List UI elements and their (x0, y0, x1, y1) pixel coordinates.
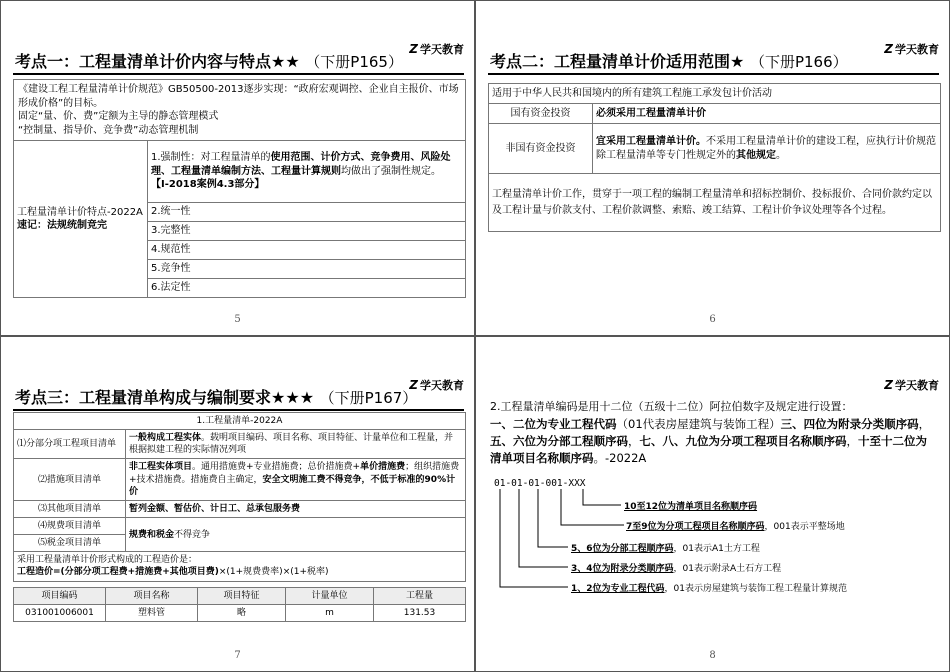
page-number: 8 (709, 650, 716, 661)
slide-title (490, 49, 848, 72)
row-label: ⑴分部分项工程项目清单 (14, 430, 126, 459)
logo-text: 学天教育 (895, 43, 939, 56)
title-ref: （下册P166） (749, 53, 848, 71)
feature-1: 1.强制性：对工程量清单的使用范围、计价方式、竞争费用、风险处理、工程量清单编制方法、工程量计算规则均做出了强制性规定。【Ⅰ-2018案例4.3部分】 (148, 141, 466, 203)
scope-table (488, 83, 941, 232)
col-header: 计量单位 (286, 588, 374, 605)
feature-2: 2.统一性 (148, 203, 466, 222)
slide-title (15, 49, 403, 72)
logo-text: 学天教育 (420, 379, 464, 392)
page-number: 5 (234, 314, 241, 325)
non-state-fund-value: 宜采用工程量清单计价。不采用工程量清单计价的建设工程，应执行计价规范除工程量清单等专门性规定外的其他规定。 (593, 124, 941, 174)
slide-5 (0, 0, 475, 336)
row-label: ⑶其他项目清单 (14, 500, 126, 517)
table-header: 1.工程量清单-2022A (14, 413, 466, 430)
brand-logo (409, 377, 464, 393)
title-rule (13, 409, 464, 411)
connector-line (500, 489, 568, 587)
logo-mark-icon: Z (884, 42, 893, 56)
table-cell: 塑料管 (106, 605, 198, 622)
content-table (13, 79, 466, 298)
logo-text: 学天教育 (895, 379, 939, 392)
page-number: 6 (709, 314, 716, 325)
logo-text: 学天教育 (420, 43, 464, 56)
connector-line (583, 489, 621, 505)
title-ref: （下册P167） (319, 389, 418, 407)
title-rule (488, 73, 939, 75)
page-number: 7 (234, 650, 241, 661)
row-value: 规费和税金不得竞争 (126, 517, 466, 551)
coding-rules: 一、二位为专业工程代码（01代表房屋建筑与装饰工程）三、四位为附录分类顺序码，五、六位为分部工程顺序码，七、八、九位为分项工程项目名称顺序码，十至十二位为清单项目名称顺序码。-2022A (490, 416, 931, 465)
code-example: 01-01-01-001-XXX (494, 478, 586, 489)
title-text: 考点二：工程量清单计价适用范围★ (490, 52, 745, 71)
logo-mark-icon: Z (884, 378, 893, 392)
features-tip: 速记：法规统制竞完 (17, 220, 107, 231)
brand-logo (884, 41, 939, 57)
title-ref: （下册P165） (305, 53, 403, 71)
brand-logo (409, 41, 464, 57)
feature-5: 5.竞争性 (148, 260, 466, 279)
connector-line (561, 489, 624, 525)
state-fund-value: 必须采用工程量清单计价 (593, 104, 941, 124)
scope-row: 适用于中华人民共和国境内的所有建筑工程施工承发包计价活动 (489, 84, 941, 104)
row-label: ⑸税金项目清单 (14, 535, 126, 552)
table-cell: m (286, 605, 374, 622)
example-table (13, 587, 466, 622)
tree-label-5: 10至12位为清单项目名称顺序码 (624, 502, 758, 512)
coding-intro: 2.工程量清单编码是用十二位（五级十二位）阿拉伯数字及规定进行设置： (490, 400, 853, 413)
features-label-cell (14, 141, 148, 298)
col-header: 工程量 (374, 588, 466, 605)
feature-3: 3.完整性 (148, 222, 466, 241)
logo-mark-icon: Z (409, 42, 418, 56)
intro-cell (14, 80, 466, 141)
slide-title (15, 385, 417, 408)
tree-label-3: 5、6位为分部工程顺序码，01表示A1土方工程 (571, 544, 760, 554)
features-label: 工程量清单计价特点-2022A (17, 206, 143, 218)
non-state-fund-label: 非国有资金投资 (489, 124, 593, 174)
state-fund-label: 国有资金投资 (489, 104, 593, 124)
col-header: 项目名称 (106, 588, 198, 605)
title-text: 考点一：工程量清单计价内容与特点★★ (15, 52, 300, 71)
row-value: 非工程实体项目。通用措施费+专业措施费；总价措施费+单价措施费；组织措施费+技术措施费。措施费自主确定，安全文明施工费不得竞争，不低于标准的90%计价 (126, 459, 466, 500)
logo-mark-icon: Z (409, 378, 418, 392)
bill-table (13, 412, 466, 582)
feature-6: 6.法定性 (148, 279, 466, 298)
col-header: 项目编码 (14, 588, 106, 605)
title-rule (13, 73, 464, 75)
formula-row: 采用工程量清单计价形式构成的工程造价是： 工程造价=(分部分项工程费+措施费+其他项目费)×(1+规费费率)×(1+税率) (14, 552, 466, 581)
intro-line: 固定“量、价、费”定额为主导的静态管理模式 (18, 111, 219, 122)
intro-line: 《建设工程工程量清单计价规范》GB50500-2013逐步实现：“政府宏观调控、企业自主报价、市场形成价格”的目标。 (18, 84, 459, 109)
tree-label-1: 1、2位为专业工程代码，01表示房屋建筑与装饰工程工程量计算规范 (571, 584, 847, 594)
title-text: 考点三：工程量清单构成与编制要求★★★ (15, 388, 315, 407)
row-value: 一般构成工程实体。载明项目编码、项目名称、项目特征、计量单位和工程量，并根据拟建工程的实际情况列项 (126, 430, 466, 459)
table-cell: 131.53 (374, 605, 466, 622)
feature-4: 4.规范性 (148, 241, 466, 260)
row-label: ⑵措施项目清单 (14, 459, 126, 500)
table-cell: 略 (198, 605, 286, 622)
table-cell: 031001006001 (14, 605, 106, 622)
col-header: 项目特征 (198, 588, 286, 605)
row-value: 暂列金额、暂估价、计日工、总承包服务费 (126, 500, 466, 517)
tree-label-2: 3、4位为附录分类顺序码，01表示附录A土石方工程 (571, 564, 782, 574)
slide-8 (475, 336, 950, 672)
row-label: ⑷规费项目清单 (14, 517, 126, 534)
intro-line: “控制量、指导价、竞争费”动态管理机制 (18, 124, 199, 136)
slide-6 (475, 0, 950, 336)
tree-label-4: 7至9位为分项工程项目名称顺序码，001表示平整场地 (626, 522, 845, 532)
summary-row: 工程量清单计价工作，贯穿于一项工程的编制工程量清单和招标控制价、投标报价、合同价款约定以及工程计量与价款支付、工程价款调整、索赔、竣工结算、工程计价争议处理等各个过程。 (489, 174, 941, 232)
connector-line (538, 489, 568, 547)
slide-7 (0, 336, 475, 672)
